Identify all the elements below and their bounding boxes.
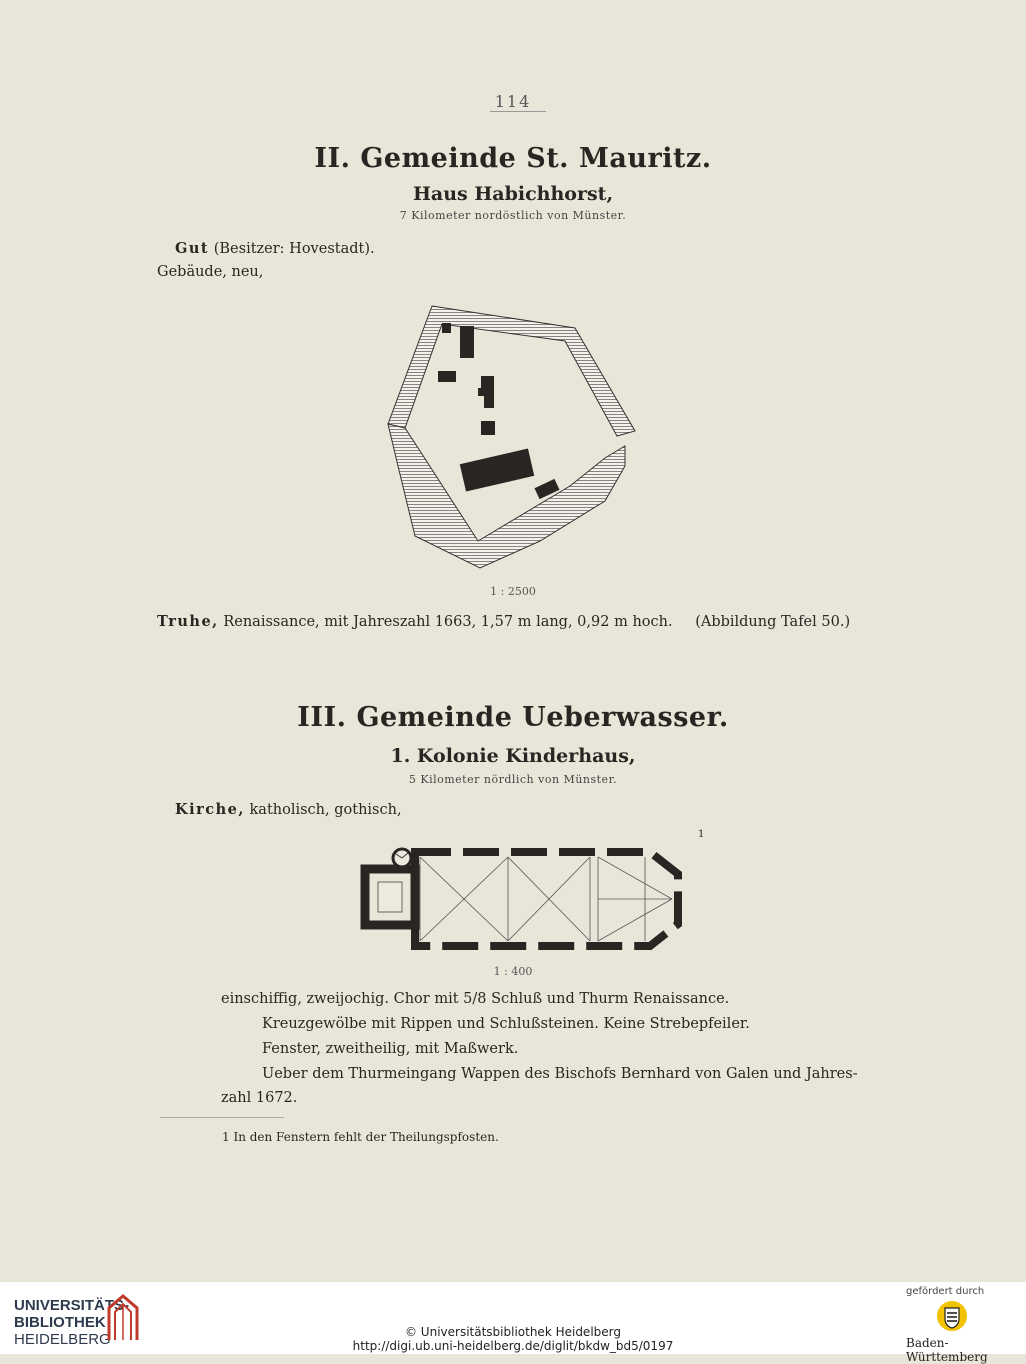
sponsor-name: Baden-Württemberg xyxy=(906,1336,988,1364)
moat-ring xyxy=(388,306,635,568)
church-line-1: einschiffig, zweijochig. Chor mit 5/8 Schluß und Thurm Renaissance. xyxy=(221,991,730,1007)
gut-note: (Besitzer: Hovestadt). xyxy=(213,241,375,257)
building-main xyxy=(460,448,535,491)
section-2-subheading: Haus Habichhorst, xyxy=(412,183,614,205)
page-number-rule xyxy=(490,111,546,112)
building-l-shape xyxy=(478,376,494,408)
section-3-subheading: 1. Kolonie Kinderhaus, xyxy=(390,745,636,767)
kirche-text: katholisch, gothisch, xyxy=(249,802,402,818)
gebaeude-line: Gebäude, neu, xyxy=(157,264,264,280)
vault-lines xyxy=(420,857,672,941)
church-line-5: zahl 1672. xyxy=(221,1090,298,1106)
section-2-heading: II. Gemeinde St. Mauritz. xyxy=(314,143,712,174)
site-plan-scale: 1 : 2500 xyxy=(490,585,536,598)
building-small-1 xyxy=(442,323,451,333)
sponsor-label: gefördert durch xyxy=(906,1286,985,1297)
kirche-term: Kirche, xyxy=(175,801,245,818)
section-3-heading: III. Gemeinde Ueberwasser. xyxy=(297,702,729,733)
church-line-4: Ueber dem Thurmeingang Wappen des Bischofs Bernhard von Galen und Jahres- xyxy=(262,1066,858,1082)
footnote-mark: 1 xyxy=(698,829,705,840)
building-square xyxy=(481,421,495,435)
footnote-text: 1 In den Fenstern fehlt der Theilungspfosten. xyxy=(222,1130,499,1144)
church-line-3: Fenster, zweitheilig, mit Maßwerk. xyxy=(262,1041,519,1057)
church-floor-plan xyxy=(360,842,690,954)
baden-wuerttemberg-crest-icon xyxy=(936,1300,968,1332)
truhe-term: Truhe, xyxy=(157,613,219,630)
truhe-reference: (Abbildung Tafel 50.) xyxy=(695,614,851,630)
page-number: 114 xyxy=(494,92,532,111)
footnote-rule xyxy=(160,1117,284,1118)
gut-term: Gut xyxy=(175,240,210,257)
gut-line xyxy=(175,240,375,257)
library-name: UNIVERSITÄTS- BIBLIOTHEK HEIDELBERG xyxy=(14,1297,130,1348)
site-plan-habichhorst xyxy=(380,296,640,576)
stair-turret xyxy=(393,849,411,867)
church-line-2: Kreuzgewölbe mit Rippen und Schlußsteinen. Keine Strebepfeiler. xyxy=(262,1016,750,1032)
section-3-distance: 5 Kilometer nördlich von Münster. xyxy=(408,773,618,786)
building-small-2 xyxy=(438,371,456,382)
kirche-line xyxy=(175,801,402,818)
permalink-url[interactable]: http://digi.ub.uni-heidelberg.de/diglit/bkdw_bd5/0197 xyxy=(352,1339,674,1353)
truhe-line xyxy=(157,613,850,630)
truhe-text: Renaissance, mit Jahreszahl 1663, 1,57 m lang, 0,92 m hoch. xyxy=(223,614,673,630)
building-long xyxy=(460,326,474,358)
church-plan-scale: 1 : 400 xyxy=(493,965,533,978)
copyright-text: © Universitätsbibliothek Heidelberg xyxy=(404,1325,621,1339)
section-2-distance: 7 Kilometer nordöstlich von Münster. xyxy=(399,209,627,222)
tower-plan xyxy=(365,869,415,925)
